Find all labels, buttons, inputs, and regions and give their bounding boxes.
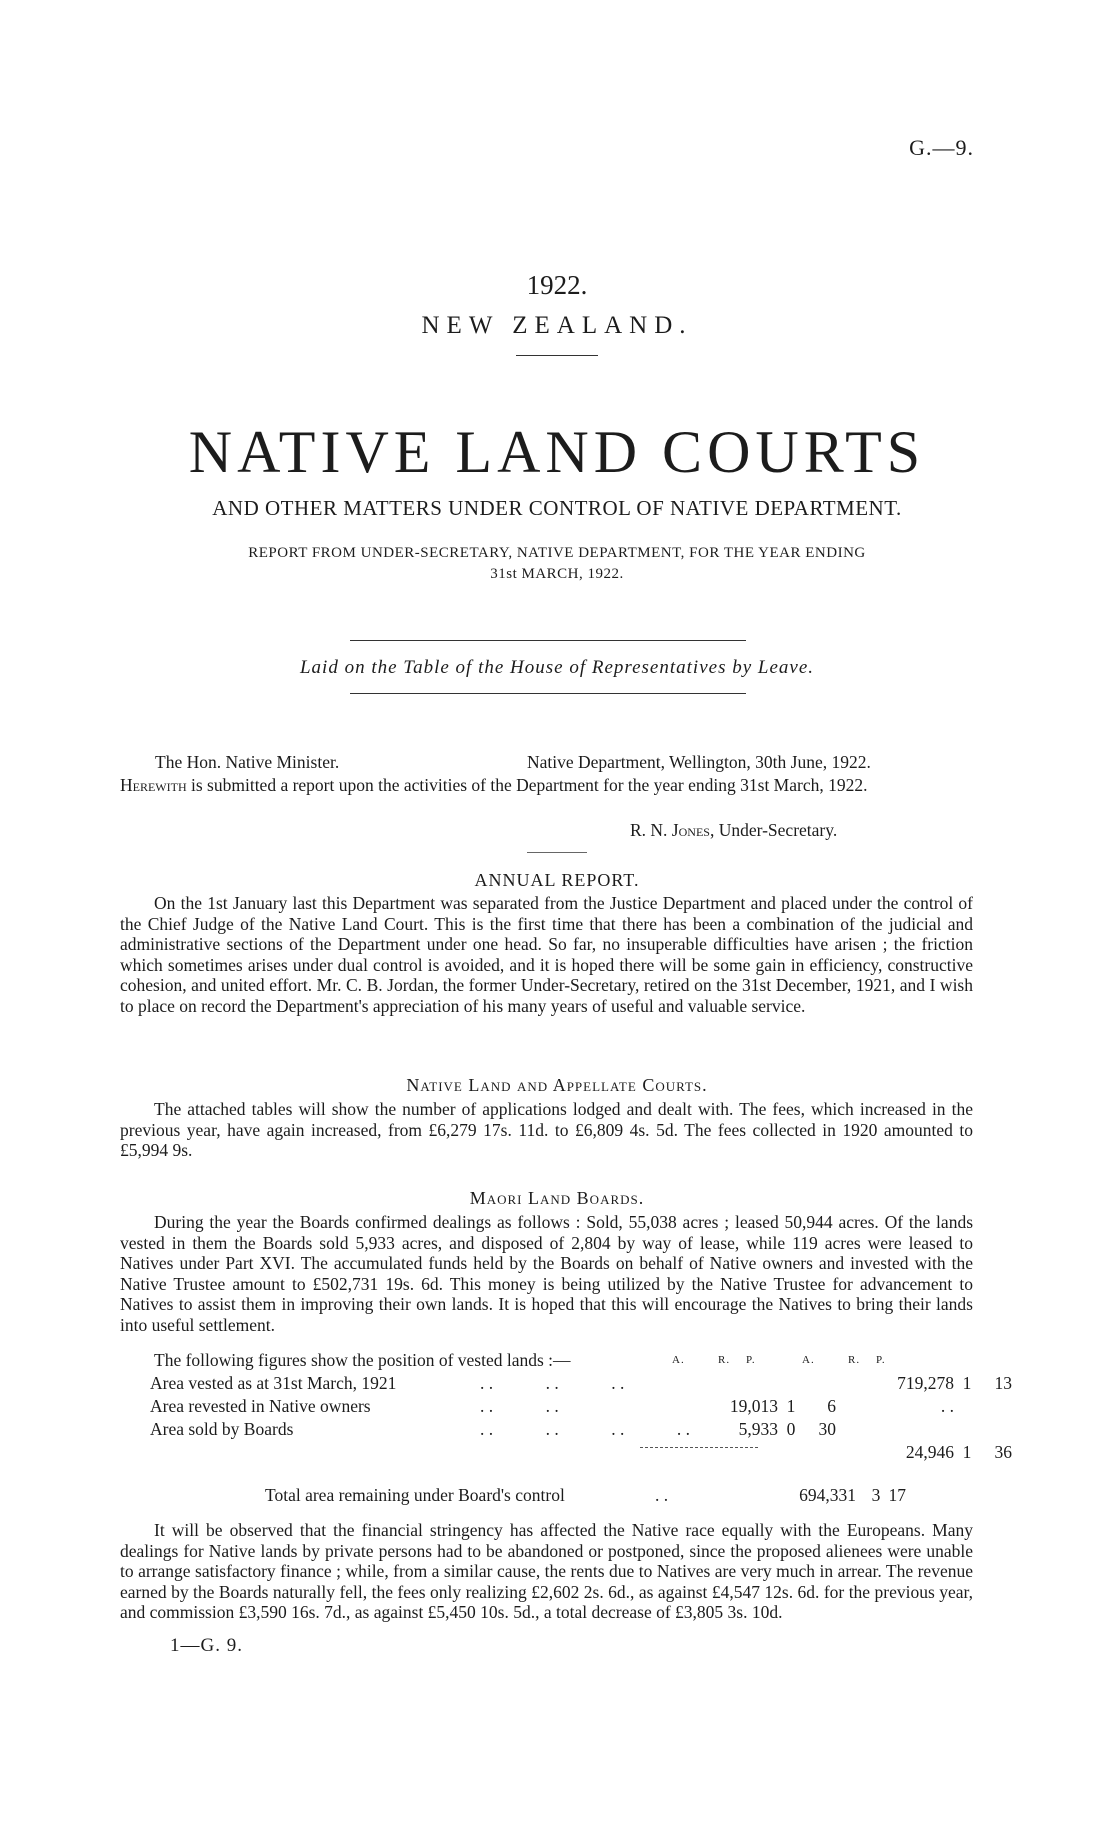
courts-heading: Native Land and Appellate Courts.	[406, 1075, 708, 1095]
report-year: 1922.	[526, 270, 588, 300]
divider-bottom	[350, 693, 746, 694]
unit-a1: A.	[672, 1354, 685, 1366]
table-cell-dots: . . . .	[480, 1396, 559, 1416]
signature	[630, 820, 837, 841]
table-cell-a2: 719,278	[897, 1373, 954, 1393]
table-cell-r1: 0	[786, 1419, 796, 1439]
letter-body	[120, 775, 973, 796]
table-row	[150, 1441, 1012, 1464]
table-cell-r1	[778, 1372, 804, 1395]
annual-report-heading: ANNUAL REPORT.	[474, 870, 640, 890]
divider-short	[516, 355, 598, 356]
table-cell-dots: . . . . . .	[480, 1373, 625, 1393]
table-cell-a2: 24,946	[905, 1442, 954, 1462]
table-cell-a1: 19,013	[729, 1396, 778, 1416]
table-cell-label	[150, 1441, 480, 1464]
total-roods: 3	[871, 1485, 881, 1505]
unit-p1: P.	[746, 1354, 756, 1366]
letter-lead-word: Herewith	[120, 775, 187, 795]
letter-text: is submitted a report upon the activities of the Department for the year ending 31st March, 1922.	[186, 775, 868, 795]
boards-heading: Maori Land Boards.	[469, 1188, 645, 1208]
table-cell-label: Area sold by Boards	[150, 1419, 294, 1439]
report-line-1: REPORT FROM UNDER-SECRETARY, NATIVE DEPARTMENT, FOR THE YEAR ENDING	[248, 545, 866, 561]
table-cell-label: Area revested in Native owners	[150, 1396, 371, 1416]
table-cell-r2: 1	[962, 1442, 972, 1462]
document-subtitle: AND OTHER MATTERS UNDER CONTROL OF NATIVE DEPARTMENT.	[212, 496, 902, 520]
sheet-number: 1—G. 9.	[170, 1635, 243, 1656]
table-row	[150, 1395, 1012, 1418]
table-cell-p1: 6	[827, 1396, 836, 1416]
annual-report-paragraph: On the 1st January last this Department was separated from the Justice Department and placed under the control of the Chief Judge of the Native Land Court. This is the first time that there has been a combination of the judicial and administrative sections of the Department under one head. So far, no insuperable difficulties have arisen ; the friction which sometimes arises under dual control is avoided, and it is hoped there will be some gain in efficiency, constructive cohesion, and united effort. Mr. C. B. Jordan, the former Under-Secretary, retired on the 31st December, 1921, and I wish to place on record the Department's appreciation of his many years of useful and valuable service.	[120, 893, 973, 1016]
total-label: Total area remaining under Board's control	[265, 1485, 565, 1505]
table-cell-p1	[804, 1372, 836, 1395]
table-cell-dots: . . . . . . . .	[480, 1419, 690, 1439]
total-acres: 694,331	[799, 1485, 856, 1505]
table-cell-r1: 1	[786, 1396, 796, 1416]
table-cell-r1	[778, 1441, 804, 1464]
addressee: The Hon. Native Minister.	[155, 752, 340, 772]
table-cell-r2	[954, 1395, 980, 1418]
table-cell-dots	[480, 1441, 690, 1464]
table-cell-p2: 36	[994, 1442, 1012, 1462]
table-cell-a1	[690, 1441, 778, 1464]
total-dots: . .	[655, 1485, 669, 1505]
table-cell-r2: 1	[962, 1373, 972, 1393]
page-reference: G.—9.	[909, 135, 974, 160]
signature-name: R. N. Jones	[630, 820, 710, 840]
signature-title: , Under-Secretary.	[709, 820, 838, 840]
courts-paragraph: The attached tables will show the number of applications lodged and dealt with. The fees, which increased in the previous year, have again increased, from £6,279 17s. 11d. to £6,809 4s. 5d. The fees collected in 1920 amounted to £5,994 9s.	[120, 1099, 973, 1160]
table-cell-p1	[804, 1441, 836, 1464]
table-cell-p2	[980, 1395, 1012, 1418]
divider-top	[350, 640, 746, 641]
table-cell-a2	[836, 1418, 954, 1441]
unit-r2: R.	[848, 1354, 861, 1366]
table-cell-a2: . .	[940, 1396, 954, 1416]
table-cell-r2	[954, 1418, 980, 1441]
table-row	[150, 1372, 1012, 1395]
unit-r1: R.	[718, 1354, 731, 1366]
document-title: NATIVE LAND COURTS	[188, 419, 926, 485]
table-row	[150, 1418, 1012, 1441]
boards-paragraph-2: It will be observed that the financial stringency has affected the Native race equally with the Europeans. Many dealings for Native lands by private persons had to be abandoned or postponed, since the proposed alienees were unable to arrange satisfactory finance ; while, from a similar cause, the rents due to Natives are very much in arrear. The revenue earned by the Boards naturally fell, the fees only realizing £2,602 2s. 6d., as against £4,547 12s. 6d. for the previous year, and commission £3,590 16s. 7d., as against £5,450 10s. 5d., a total decrease of £3,805 3s. 10d.	[120, 1520, 973, 1622]
table-cell-p2: 13	[994, 1373, 1012, 1393]
table-cell-p1: 30	[818, 1419, 836, 1439]
table-cell-a1	[690, 1372, 778, 1395]
letter-origin: Native Department, Wellington, 30th June, 1922.	[527, 752, 871, 772]
table-intro: The following figures show the position of vested lands :—	[154, 1350, 571, 1370]
report-line-2: 31st MARCH, 1922.	[490, 566, 624, 582]
subtotal-rule	[640, 1447, 758, 1448]
table-cell-p2	[980, 1418, 1012, 1441]
laid-on-table: Laid on the Table of the House of Representatives by Leave.	[299, 657, 815, 678]
table-cell-label: Area vested as at 31st March, 1921	[150, 1373, 397, 1393]
divider-mini	[527, 852, 587, 853]
table-cell-a1: 5,933	[738, 1419, 778, 1439]
vested-lands-table	[150, 1372, 1012, 1464]
country-heading: NEW ZEALAND.	[421, 312, 693, 339]
unit-a2: A.	[802, 1354, 815, 1366]
unit-p2: P.	[876, 1354, 886, 1366]
boards-paragraph: During the year the Boards confirmed dealings as follows : Sold, 55,038 acres ; leased 50,944 acres. Of the lands vested in them the Boards sold 5,933 acres, and disposed of 2,804 by way of lease, while 119 acres were leased to Natives under Part XVI. The accumulated funds held by the Boards on behalf of Native owners and invested with the Native Trustee amount to £502,731 19s. 6d. This money is being utilized by the Native Trustee for advancement to Natives to assist them in improving their own lands. It is hoped that this will encourage the Natives to bring their lands into useful settlement.	[120, 1212, 973, 1335]
total-perches: 17	[888, 1485, 906, 1505]
